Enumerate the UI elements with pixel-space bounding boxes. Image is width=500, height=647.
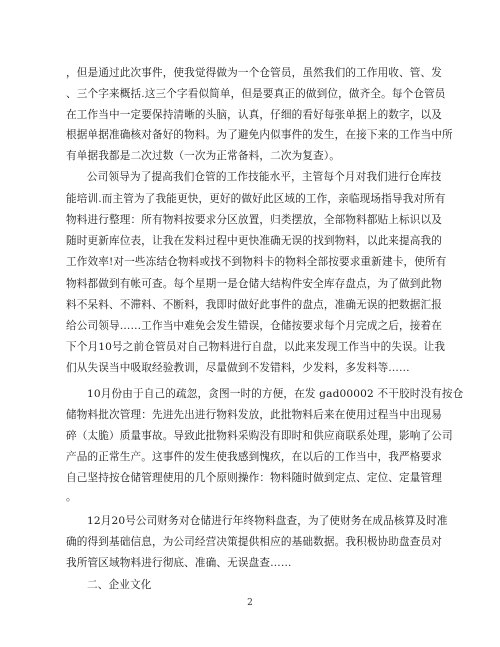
body-text-line: 物料进行整理：所有物料按要求分区放置，归类摆放，全部物料都贴上标识以及 xyxy=(66,214,443,226)
body-text-line: 下个月10号之前仓管员对自己物料进行自盘，以此来发现工作当中的失误。让我 xyxy=(66,341,446,353)
paragraph-first-line: 10月份由于自己的疏忽，贪图一时的方便，在发 gad00002 不干胶时没有按仓 xyxy=(87,388,464,400)
body-text-line: 们从失误当中吸取经验教训，尽量做到不发错料，少发料，多发料等…… xyxy=(66,362,410,374)
section-heading: 二、企业文化 xyxy=(87,579,152,591)
body-text-line: 储物料批次管理：先进先出进行物料发放，此批物料后来在使用过程当中出现易 xyxy=(66,409,443,421)
body-text-line: 碎（太脆）质量事故。导致此批物料采购没有即时和供应商联系处理，影响了公司 xyxy=(66,430,453,442)
body-text-line: 在工作当中一定要保持清晰的头脑，认真，仔细的看好每张单据上的数字，以及 xyxy=(66,109,443,121)
body-text-line: 自己坚持按仓储管理使用的几个原则操作：物料随时做到定点、定位、定量管理 xyxy=(66,472,443,484)
body-text-line: 产品的正常生产。这事件的发生使我感到愧疚，在以后的工作当中，我严格要求 xyxy=(66,451,443,463)
page-number: 2 xyxy=(247,598,253,608)
body-text-line: 根据单据准确核对备好的物料。为了避免内似事件的发生，在接下来的工作当中所 xyxy=(66,129,453,141)
body-text-line: 工作效率!对一些冻结仓物料或找不到物料卡的物料全部按要求重新建卡，使所有 xyxy=(66,256,447,268)
body-text-line: 能培训.而主管为了我能更快，更好的做好此区域的工作，亲临现场指导我对所有 xyxy=(66,193,446,205)
body-text-line: 随时更新库位表，让我在发料过程中更快准确无误的找到物料，以此来提高我的 xyxy=(66,235,443,247)
body-text-line: 确的得到基础信息，为公司经营决策提供相应的基础数据。我积极协助盘查员对 xyxy=(66,536,443,548)
body-text-line: 料不呆料、不滞料、不断料，我即时做好此事件的盘点，准确无误的把数据汇报 xyxy=(66,299,443,311)
body-text-line: 给公司领导……工作当中难免会发生错误，仓储按要求每个月完成之后，接着在 xyxy=(66,320,443,332)
body-text-line: 物料都做到有帐可查。每个星期一是仓储大结构件安全库存盘点，为了做到此物 xyxy=(66,278,443,290)
paragraph-first-line: 公司领导为了提高我们仓管的工作技能水平，主管每个月对我们进行仓库技 xyxy=(87,171,442,183)
paragraph-first-line: 12月20号公司财务对仓储进行年终物料盘查，为了使财务在成品核算及时准 xyxy=(87,515,448,527)
body-text-line: 我所管区域物料进行彻底、准确、无误盘查…… xyxy=(66,557,292,569)
body-text-line: 。 xyxy=(66,491,77,503)
body-text-line: ，但是通过此次事件，使我觉得做为一个仓管员，虽然我们的工作用收、管、发 xyxy=(66,67,443,79)
body-text-line: 、三个字来概括.这三个字看似简单，但是要真正的做到位，做齐全。每个仓管员 xyxy=(66,88,446,100)
body-text-line: 有单据我都是二次过数（一次为正常备料，二次为复查）。 xyxy=(66,150,341,162)
